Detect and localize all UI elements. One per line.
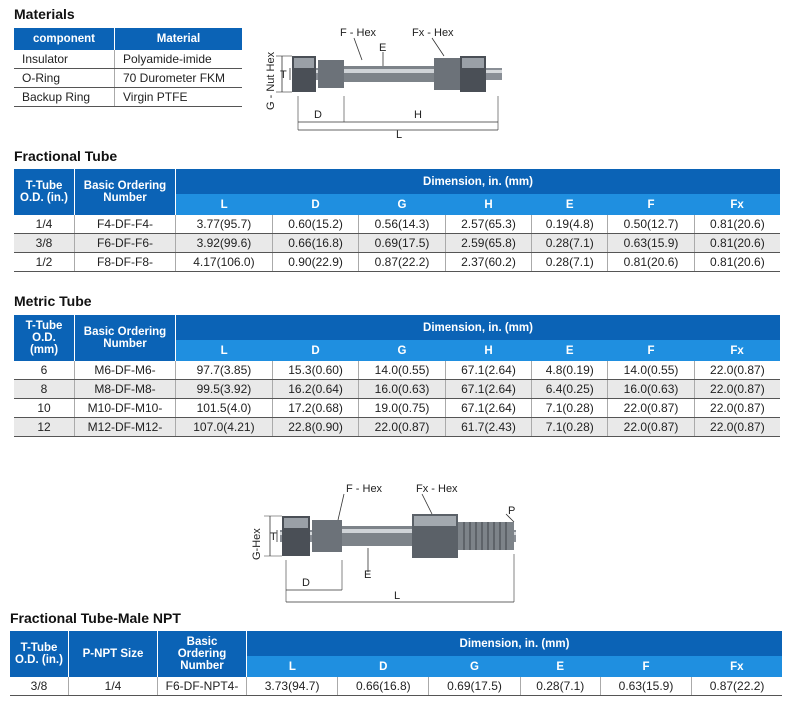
table-cell: M8-DF-M8- — [75, 380, 176, 399]
table-cell: 22.0(0.87) — [359, 418, 445, 437]
table-cell: 107.0(4.21) — [176, 418, 273, 437]
table-cell: 17.2(0.68) — [272, 399, 358, 418]
col-d: D — [338, 656, 429, 677]
label-h: H — [414, 109, 422, 121]
fractional-title: Fractional Tube — [14, 148, 118, 164]
label-l: L — [394, 590, 401, 602]
table-cell: 12 — [14, 418, 75, 437]
label-f-hex: F - Hex — [340, 27, 377, 39]
table-row — [14, 399, 780, 418]
table-cell: 0.69(17.5) — [359, 234, 445, 253]
table-cell: 0.28(7.1) — [532, 253, 608, 272]
table-row — [14, 88, 242, 107]
col-g: G — [359, 194, 445, 215]
table-cell: 67.1(2.64) — [445, 380, 531, 399]
col-f: F — [608, 340, 694, 361]
table-cell: 2.57(65.3) — [445, 215, 531, 234]
table-cell: 0.81(20.6) — [608, 253, 694, 272]
table-cell: 3.92(99.6) — [176, 234, 273, 253]
table-cell: 3.77(95.7) — [176, 215, 273, 234]
col-e: E — [520, 656, 600, 677]
col-ordering-number: Basic Ordering Number — [75, 169, 176, 215]
table-cell: 0.28(7.1) — [532, 234, 608, 253]
col-ordering-number: Basic Ordering Number — [75, 315, 176, 361]
label-e: E — [379, 42, 387, 54]
metric-table — [14, 315, 780, 437]
table-cell: O-Ring — [14, 69, 115, 88]
materials-table — [14, 28, 242, 107]
table-cell: F4-DF-F4- — [75, 215, 176, 234]
table-cell: 2.59(65.8) — [445, 234, 531, 253]
table-cell: F8-DF-F8- — [75, 253, 176, 272]
col-h: H — [445, 340, 531, 361]
table-cell: 22.0(0.87) — [694, 380, 780, 399]
col-tube-od: T-Tube O.D. (in.) — [10, 631, 69, 677]
npt-title: Fractional Tube-Male NPT — [10, 610, 181, 626]
label-e: E — [364, 569, 372, 581]
table-cell: 22.0(0.87) — [694, 399, 780, 418]
col-l: L — [247, 656, 338, 677]
table-row — [10, 677, 782, 696]
col-l: L — [176, 194, 273, 215]
table-cell: 8 — [14, 380, 75, 399]
table-cell: 0.81(20.6) — [694, 253, 780, 272]
table-cell: 97.7(3.85) — [176, 361, 273, 380]
label-fx-hex: Fx - Hex — [416, 483, 458, 495]
col-fx: Fx — [694, 194, 780, 215]
table-cell: 4.8(0.19) — [532, 361, 608, 380]
table-cell: 61.7(2.43) — [445, 418, 531, 437]
union-fitting-diagram — [262, 26, 512, 138]
table-cell: 1/4 — [14, 215, 75, 234]
col-l: L — [176, 340, 273, 361]
table-cell: 3/8 — [10, 677, 69, 696]
table-cell: 0.63(15.9) — [600, 677, 691, 696]
table-row — [14, 69, 242, 88]
table-row — [14, 418, 780, 437]
col-fx: Fx — [694, 340, 780, 361]
table-cell: 19.0(0.75) — [359, 399, 445, 418]
table-cell: 0.63(15.9) — [608, 234, 694, 253]
table-cell: 0.66(16.8) — [272, 234, 358, 253]
fractional-table — [14, 169, 780, 272]
label-p: P — [508, 505, 516, 517]
table-cell: 22.8(0.90) — [272, 418, 358, 437]
table-cell: 7.1(0.28) — [532, 399, 608, 418]
label-f-hex: F - Hex — [346, 483, 383, 495]
col-npt-size: P-NPT Size — [69, 631, 158, 677]
table-cell: 0.69(17.5) — [429, 677, 520, 696]
table-cell: 14.0(0.55) — [608, 361, 694, 380]
col-e: E — [532, 340, 608, 361]
table-cell: 22.0(0.87) — [694, 361, 780, 380]
table-row — [14, 50, 242, 69]
table-cell: 16.0(0.63) — [359, 380, 445, 399]
col-tube-od: T-Tube O.D. (mm) — [14, 315, 75, 361]
table-cell: 10 — [14, 399, 75, 418]
col-fx: Fx — [692, 656, 782, 677]
label-fx-hex: Fx - Hex — [412, 27, 454, 39]
table-cell: M10-DF-M10- — [75, 399, 176, 418]
table-cell: 0.81(20.6) — [694, 234, 780, 253]
table-cell: 0.60(15.2) — [272, 215, 358, 234]
table-cell: 0.81(20.6) — [694, 215, 780, 234]
col-e: E — [532, 194, 608, 215]
col-h: H — [445, 194, 531, 215]
col-f: F — [600, 656, 691, 677]
col-dimension: Dimension, in. (mm) — [247, 631, 783, 656]
table-cell: 22.0(0.87) — [694, 418, 780, 437]
label-g-nut-hex: G - Nut Hex — [265, 51, 277, 110]
col-d: D — [272, 194, 358, 215]
col-tube-od: T-Tube O.D. (in.) — [14, 169, 75, 215]
table-cell: 6 — [14, 361, 75, 380]
label-d: D — [302, 577, 310, 589]
table-row — [14, 361, 780, 380]
table-cell: 67.1(2.64) — [445, 361, 531, 380]
table-cell: 1/2 — [14, 253, 75, 272]
materials-title: Materials — [14, 6, 75, 22]
materials-header-material: Material — [115, 28, 243, 50]
table-cell: 0.90(22.9) — [272, 253, 358, 272]
col-ordering-number: Basic Ordering Number — [158, 631, 247, 677]
table-cell: 0.56(14.3) — [359, 215, 445, 234]
table-cell: 0.66(16.8) — [338, 677, 429, 696]
table-cell: 3/8 — [14, 234, 75, 253]
table-cell: 14.0(0.55) — [359, 361, 445, 380]
table-cell: Polyamide-imide — [115, 50, 243, 69]
table-row — [14, 253, 780, 272]
table-cell: 6.4(0.25) — [532, 380, 608, 399]
label-g-hex: G-Hex — [251, 528, 263, 560]
table-cell: M6-DF-M6- — [75, 361, 176, 380]
table-row — [14, 234, 780, 253]
table-cell: 101.5(4.0) — [176, 399, 273, 418]
label-t: T — [280, 69, 287, 81]
materials-header-component: component — [14, 28, 115, 50]
col-dimension: Dimension, in. (mm) — [176, 315, 781, 340]
col-d: D — [272, 340, 358, 361]
table-cell: 22.0(0.87) — [608, 399, 694, 418]
table-cell: 67.1(2.64) — [445, 399, 531, 418]
table-cell: Virgin PTFE — [115, 88, 243, 107]
table-cell: 16.0(0.63) — [608, 380, 694, 399]
table-cell: F6-DF-F6- — [75, 234, 176, 253]
table-cell: 0.87(22.2) — [692, 677, 782, 696]
label-d: D — [314, 109, 322, 121]
table-cell: 0.50(12.7) — [608, 215, 694, 234]
col-g: G — [359, 340, 445, 361]
label-t: T — [270, 531, 277, 543]
table-cell: 99.5(3.92) — [176, 380, 273, 399]
table-cell: 0.19(4.8) — [532, 215, 608, 234]
table-cell: F6-DF-NPT4- — [158, 677, 247, 696]
table-cell: 70 Durometer FKM — [115, 69, 243, 88]
table-cell: 1/4 — [69, 677, 158, 696]
table-cell: 0.28(7.1) — [520, 677, 600, 696]
npt-table — [10, 631, 782, 696]
table-cell: 22.0(0.87) — [608, 418, 694, 437]
table-cell: 15.3(0.60) — [272, 361, 358, 380]
table-row — [14, 215, 780, 234]
table-cell: 7.1(0.28) — [532, 418, 608, 437]
col-f: F — [608, 194, 694, 215]
col-dimension: Dimension, in. (mm) — [176, 169, 781, 194]
table-cell: Insulator — [14, 50, 115, 69]
table-cell: M12-DF-M12- — [75, 418, 176, 437]
table-row — [14, 380, 780, 399]
table-cell: 4.17(106.0) — [176, 253, 273, 272]
table-cell: 2.37(60.2) — [445, 253, 531, 272]
col-g: G — [429, 656, 520, 677]
male-npt-fitting-diagram — [244, 478, 534, 608]
metric-title: Metric Tube — [14, 293, 92, 309]
table-cell: 16.2(0.64) — [272, 380, 358, 399]
table-cell: 3.73(94.7) — [247, 677, 338, 696]
label-l: L — [396, 129, 403, 138]
table-cell: 0.87(22.2) — [359, 253, 445, 272]
table-cell: Backup Ring — [14, 88, 115, 107]
